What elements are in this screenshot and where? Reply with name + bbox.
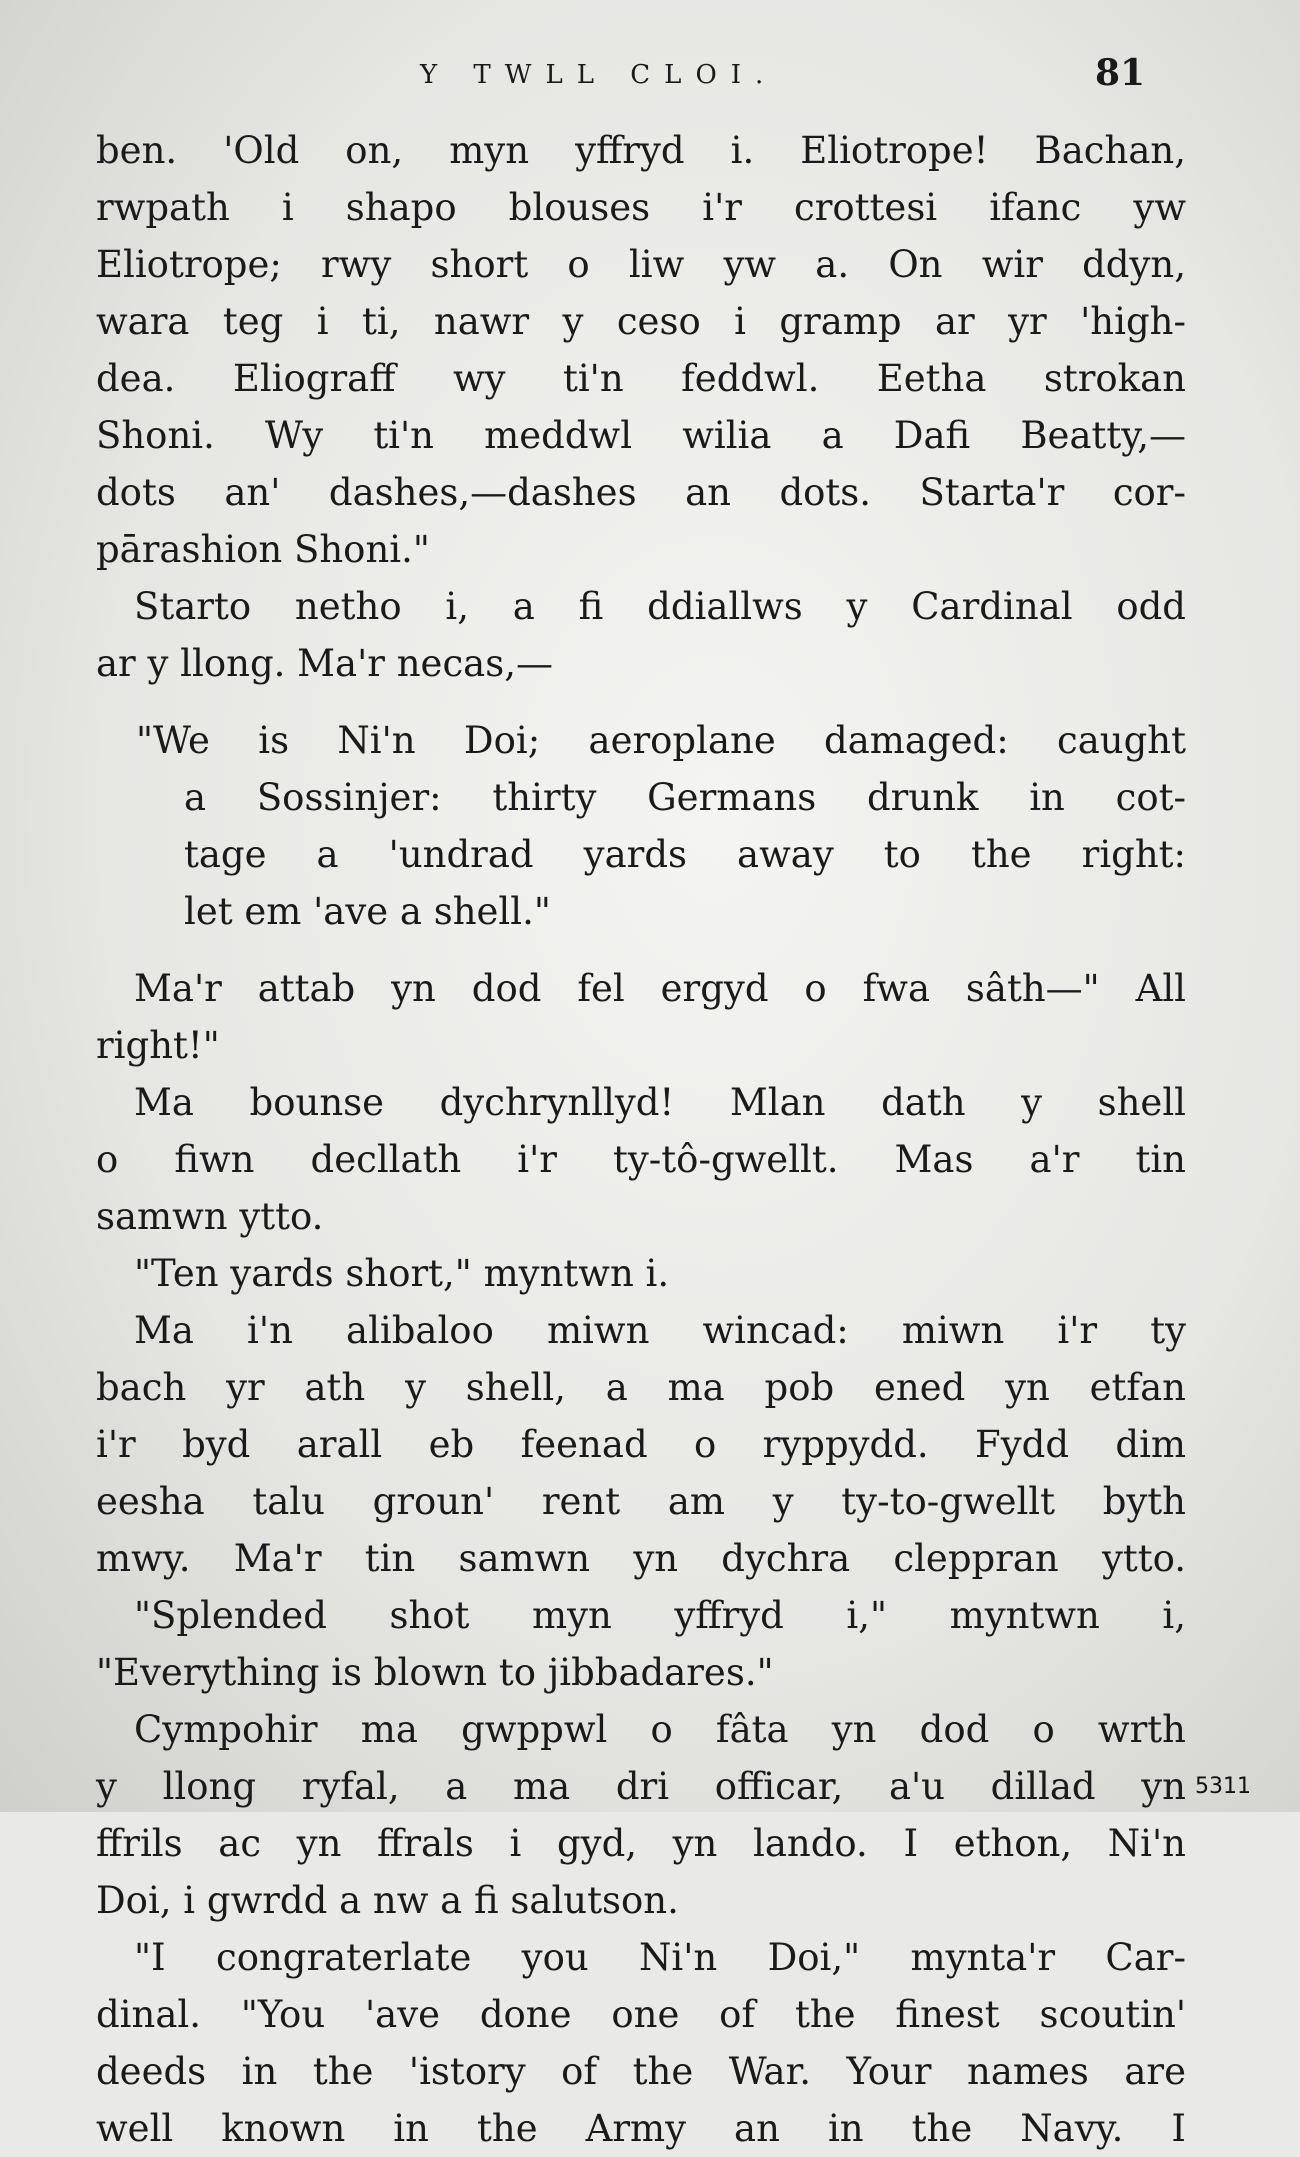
- text-line: Starto netho i, a fi ddiallws y Cardinal odd: [134, 585, 1186, 628]
- text-line: Shoni. Wy ti'n meddwl wilia a Dafi Beatty,—: [96, 414, 1186, 457]
- text-line: samwn ytto.: [96, 1195, 324, 1238]
- text-line: pārashion Shoni.": [96, 528, 430, 571]
- text-line: "Everything is blown to jibbadares.": [96, 1651, 774, 1694]
- text-line: bach yr ath y shell, a ma pob ened yn etfan: [96, 1366, 1186, 1409]
- paragraph-9: [96, 1929, 1186, 2157]
- text-line: ffrils ac yn ffrals i gyd, yn lando. I ethon, Ni'n: [96, 1822, 1186, 1865]
- text-line: mwy. Ma'r tin samwn yn dychra cleppran ytto.: [96, 1537, 1186, 1580]
- paragraph-6: [96, 1302, 1186, 1587]
- body-text: [96, 122, 1186, 2157]
- text-line: dots an' dashes,—dashes an dots. Starta'r cor-: [96, 471, 1186, 514]
- text-line: Doi, i gwrdd a nw a fi salutson.: [96, 1879, 679, 1922]
- quote-line: "We is Ni'n Doi; aeroplane damaged: caught: [136, 719, 1186, 762]
- text-line: deeds in the 'istory of the War. Your names are: [96, 2050, 1186, 2093]
- paragraph-5: [96, 1245, 1186, 1302]
- text-line: "Splended shot myn yffryd i," myntwn i,: [134, 1594, 1186, 1637]
- text-line: wara teg i ti, nawr y ceso i gramp ar yr 'high-: [96, 300, 1186, 343]
- text-line: i'r byd arall eb feenad o ryppydd. Fydd dim: [96, 1423, 1186, 1466]
- text-line: rwpath i shapo blouses i'r crottesi ifanc yw: [96, 186, 1186, 229]
- text-line: ben. 'Old on, myn yffryd i. Eliotrope! Bachan,: [96, 129, 1186, 172]
- quoted-message: [96, 712, 1186, 940]
- paragraph-1: [96, 122, 1186, 578]
- text-line: Cympohir ma gwppwl o fâta yn dod o wrth: [134, 1708, 1186, 1751]
- text-line: dinal. "You 'ave done one of the finest scoutin': [96, 1993, 1186, 2036]
- text-line: y llong ryfal, a ma dri officar, a'u dillad yn: [96, 1765, 1186, 1808]
- text-line: o fiwn decllath i'r ty-tô-gwellt. Mas a'r tin: [96, 1138, 1186, 1181]
- paragraph-7: [96, 1587, 1186, 1701]
- paragraph-8: [96, 1701, 1186, 1929]
- quote-line: a Sossinjer: thirty Germans drunk in cot-: [184, 776, 1186, 819]
- paragraph-2: [96, 578, 1186, 692]
- text-line: "I congraterlate you Ni'n Doi," mynta'r Car-: [134, 1936, 1186, 1979]
- text-line: Ma'r attab yn dod fel ergyd o fwa sâth—" All: [134, 967, 1186, 1010]
- page-header: [0, 52, 1300, 112]
- running-title: Y TWLL CLOI.: [420, 60, 778, 90]
- catalog-number: 5311: [1195, 1774, 1251, 1799]
- text-line: right!": [96, 1024, 220, 1067]
- text-line: Eliotrope; rwy short o liw yw a. On wir ddyn,: [96, 243, 1186, 286]
- text-line: eesha talu groun' rent am y ty-to-gwellt byth: [96, 1480, 1186, 1523]
- page-number: 81: [1095, 52, 1146, 94]
- paragraph-3: [96, 960, 1186, 1074]
- paragraph-4: [96, 1074, 1186, 1245]
- text-line: Ma i'n alibaloo miwn wincad: miwn i'r ty: [134, 1309, 1186, 1352]
- text-line: Ma bounse dychrynllyd! Mlan dath y shell: [134, 1081, 1186, 1124]
- quote-line: let em 'ave a shell.": [184, 890, 551, 933]
- text-line: ar y llong. Ma'r necas,—: [96, 642, 553, 685]
- text-line: "Ten yards short," myntwn i.: [134, 1252, 670, 1295]
- text-line: dea. Eliograff wy ti'n feddwl. Eetha strokan: [96, 357, 1186, 400]
- text-line: well known in the Army an in the Navy. I: [96, 2107, 1186, 2150]
- quote-line: tage a 'undrad yards away to the right:: [184, 833, 1186, 876]
